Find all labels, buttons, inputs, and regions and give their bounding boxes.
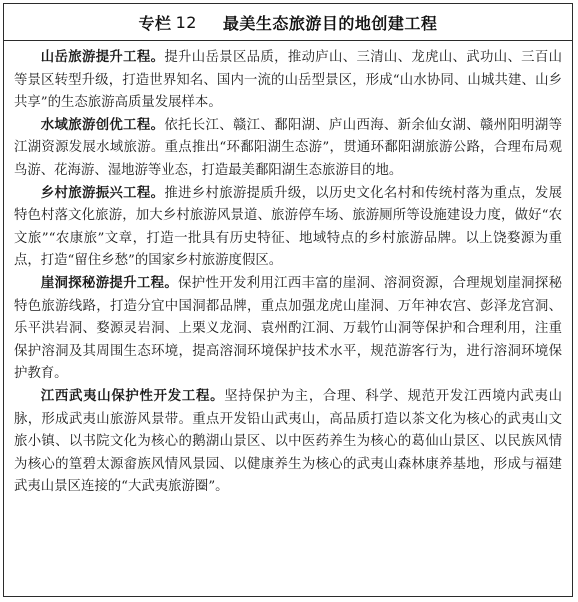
section-water bbox=[14, 115, 562, 183]
section-heading: 山岳旅游提升工程。 bbox=[40, 50, 165, 65]
section-body: 坚持保护为主，合理、科学、规范开发江西境内武夷山脉，形成武夷山旅游风景带。重点开发铅山武夷山，高品质打造以茶文化为核心的武夷山文旅小镇、以书院文化为核心的鹅湖山景区、以中医药养生为核心的葛仙山景区、以民族风情为核心的篁碧太源畲族风情风景园、以健康养生为核心的武夷山森林康养基地，形成与福建武夷山景区连接的“大武夷旅游圈”。 bbox=[14, 388, 563, 495]
section-wuyi bbox=[14, 386, 562, 499]
box-label: 专栏 bbox=[138, 13, 172, 33]
section-body: 依托长江、赣江、鄱阳湖、庐山西海、新余仙女湖、赣州阳明湖等江湖资源发展水域旅游。重点推出“环鄱阳湖生态游”，贯通环鄱阳湖旅游公路，合理布局观鸟游、花海游、湿地游等业态，打造最美鄱阳湖生态旅游目的地。 bbox=[14, 117, 563, 178]
feature-box bbox=[3, 3, 573, 597]
section-heading: 水域旅游创优工程。 bbox=[40, 117, 165, 133]
section-rural bbox=[14, 183, 562, 273]
section-mountain bbox=[14, 47, 562, 115]
section-body: 保护性开发利用江西丰富的崖洞、溶洞资源，合理规划崖洞探秘特色旅游线路，打造分宜中国洞都品牌，重点加强龙虎山崖洞、万年神农宫、彭泽龙宫洞、乐平洪岩洞、婺源灵岩洞、上栗义龙洞、袁州酌江洞、万载竹山洞等保护和合理利用，注重保护溶洞及其周围生态环境，提高溶洞环境保护技术水平，规范游客行为，进行溶洞环境保护教育。 bbox=[14, 275, 563, 382]
section-heading: 崖洞探秘游提升工程。 bbox=[40, 275, 179, 291]
section-heading: 江西武夷山保护性开发工程。 bbox=[40, 388, 225, 404]
section-body: 推进乡村旅游提质升级，以历史文化名村和传统村落为重点，发展特色村落文化旅游，加大乡村旅游风景道、旅游停车场、旅游厕所等设施建设力度，做好“农文旅”“农康旅”文章，打造一批具有历史特征、地域特点的乡村旅游品牌。以上饶婺源为重点，打造“留住乡愁”的国家乡村旅游度假区。 bbox=[14, 185, 563, 269]
section-heading: 乡村旅游振兴工程。 bbox=[40, 185, 165, 201]
box-content bbox=[4, 41, 572, 499]
box-header bbox=[4, 4, 572, 41]
section-body: 提升山岳景区品质，推动庐山、三清山、龙虎山、武功山、三百山等景区转型升级，打造世界知名、国内一流的山岳型景区，形成“山水协同、山城共建、山乡共享”的生态旅游高质量发展样本。 bbox=[14, 50, 563, 111]
box-title: 最美生态旅游目的地创建工程 bbox=[222, 13, 438, 33]
box-number: 12 bbox=[175, 12, 197, 32]
section-cave bbox=[14, 273, 562, 386]
